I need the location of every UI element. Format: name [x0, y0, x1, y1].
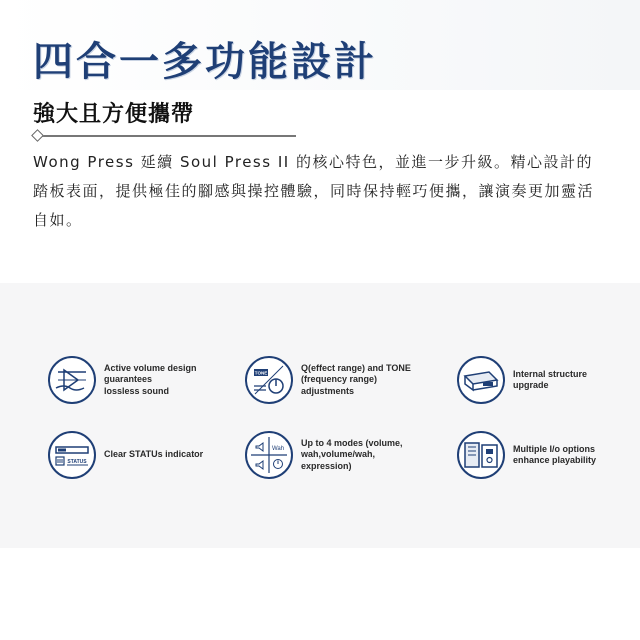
feature-label: Clear STATUs indicator: [104, 449, 204, 460]
page-subtitle: 強大且方便攜帶: [33, 102, 195, 127]
feature-label: Up to 4 modes (volume, wah,volume/wah, expression): [301, 437, 403, 471]
amplifier-graph-icon: [48, 356, 96, 404]
feature-four-modes: [245, 431, 403, 479]
feature-label: Multiple I/o options enhance playability: [513, 443, 597, 465]
status-icon-text: STATUS: [67, 459, 87, 465]
feature-io-options: [457, 431, 596, 479]
feature-active-volume: [48, 356, 197, 404]
page-title: 四合一多功能設計: [33, 39, 377, 85]
pedal-structure-icon: [457, 356, 505, 404]
io-ports-icon: [457, 431, 505, 479]
divider-diamond-icon: [31, 129, 44, 142]
status-indicator-icon: [48, 431, 96, 479]
modes-grid-icon: [245, 431, 293, 479]
feature-label: Internal structure upgrade: [513, 368, 588, 390]
feature-label: Q(effect range) and TONE (frequency range) adjustments: [301, 362, 411, 396]
subtitle-divider: [38, 135, 296, 137]
feature-panel: [0, 283, 640, 548]
feature-internal-structure: [457, 356, 587, 404]
tone-icon-text: TONE: [254, 370, 268, 376]
wah-icon-text: Wah: [271, 446, 285, 452]
tone-knob-icon: [245, 356, 293, 404]
product-description: Wong Press 延續 Soul Press II 的核心特色，並進一步升級。精心設計的踏板表面，提供極佳的腳感與操控體驗，同時保持輕巧便攜，讓演奏更加靈活自如。: [33, 153, 595, 229]
feature-label: Active volume design guarantees lossless sound: [104, 362, 197, 396]
feature-status-indicator: [48, 431, 203, 479]
feature-q-tone: [245, 356, 411, 404]
